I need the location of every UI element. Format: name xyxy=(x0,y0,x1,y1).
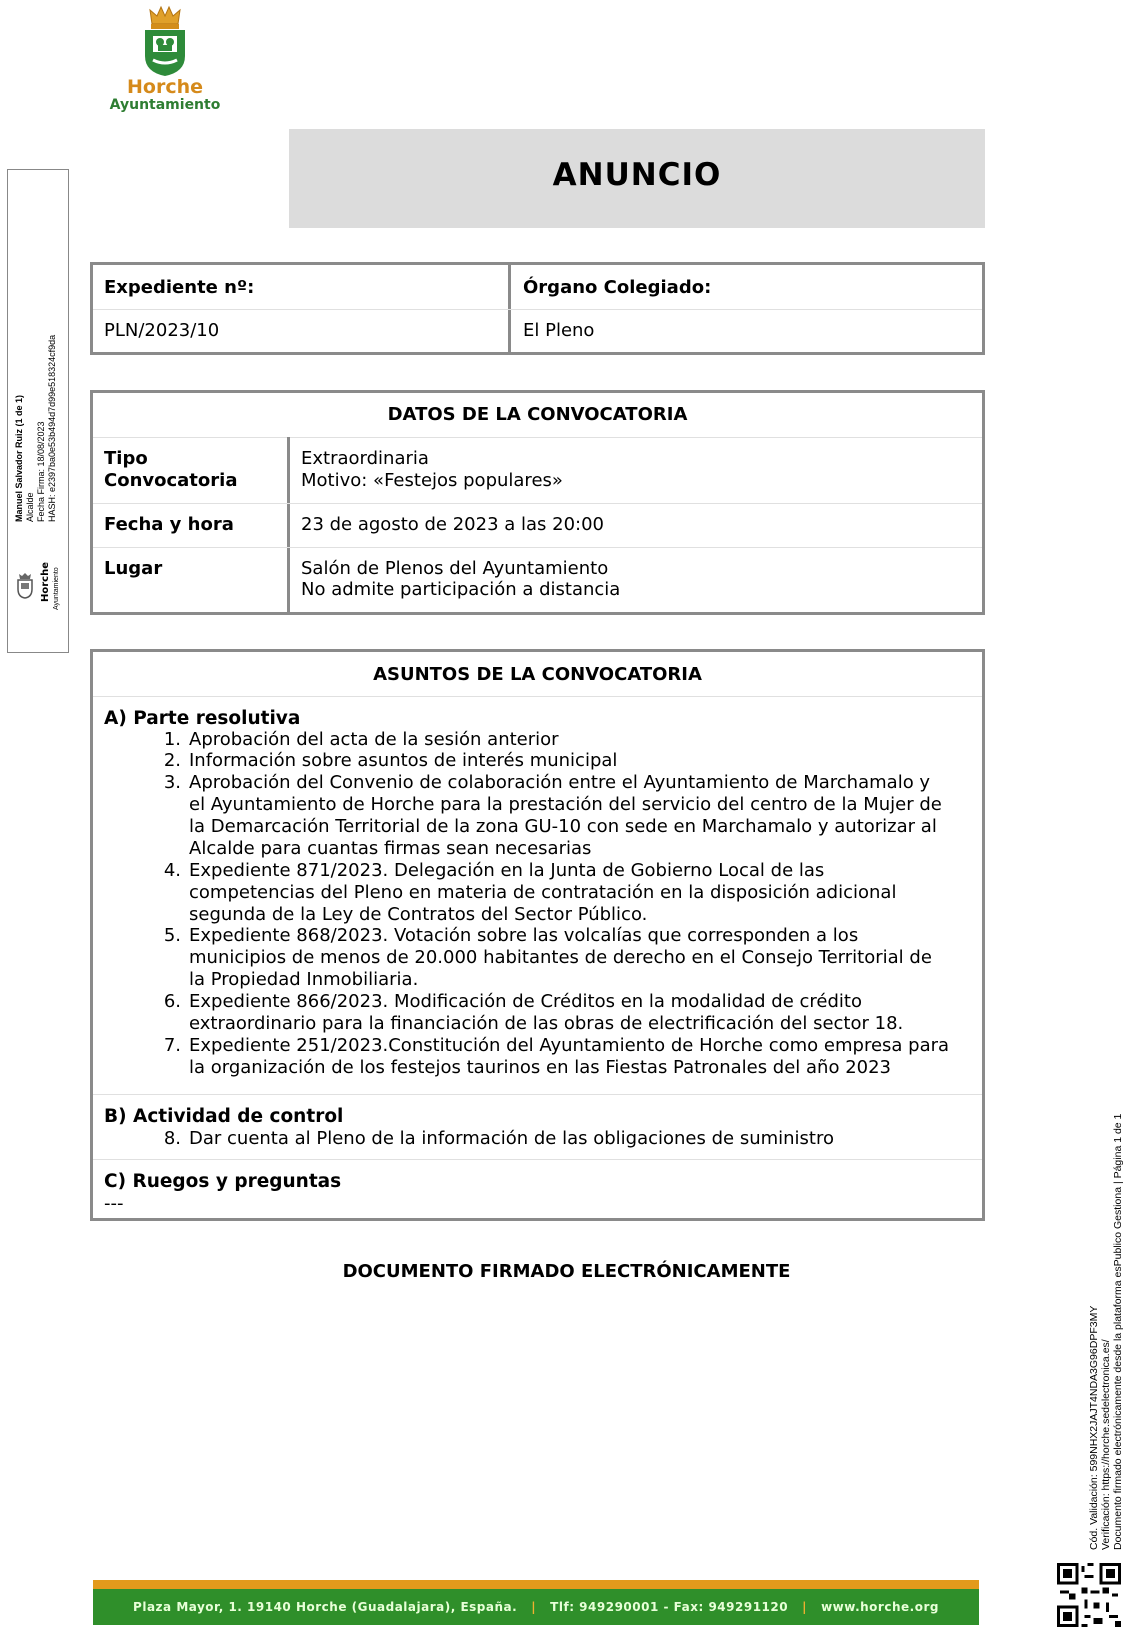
platform-note: Documento firmado electrónicamente desde la plataforma esPublico Gestiona | Página 1 de 1 xyxy=(1112,1113,1124,1550)
datos-header: DATOS DE LA CONVOCATORIA xyxy=(387,404,688,425)
item-number: 6. xyxy=(163,991,181,1012)
row-divider xyxy=(93,503,982,504)
item-text: competencias del Pleno en materia de contratación en la disposición adicional xyxy=(189,882,897,903)
footer-bar xyxy=(93,1589,979,1625)
item-number: 4. xyxy=(163,860,181,881)
item-text: la organización de los festejos taurinos en las Fiestas Patronales del año 2023 xyxy=(189,1057,892,1078)
footer-phone: Tlf: 949290001 - Fax: 949291120 xyxy=(550,1600,789,1614)
item-number: 2. xyxy=(163,750,181,771)
item-text: municipios de menos de 20.000 habitantes de derecho en el Consejo Territorial de xyxy=(189,947,932,968)
horche-logo xyxy=(105,4,225,114)
qr-code-icon xyxy=(1057,1563,1121,1627)
item-text: Expediente 871/2023. Delegación en la Junta de Gobierno Local de las xyxy=(189,860,825,881)
signature-date: Fecha Firma: 18/08/2023 xyxy=(36,421,46,522)
item-number: 5. xyxy=(163,925,181,946)
footer-separator: | xyxy=(531,1600,537,1614)
signature-hash: HASH: e2397ba0e53b494d7d99e518324cf9da xyxy=(47,334,57,522)
motivo-value: Motivo: «Festejos populares» xyxy=(301,470,563,491)
signed-note: DOCUMENTO FIRMADO ELECTRÓNICAMENTE xyxy=(342,1261,791,1282)
item-text: Información sobre asuntos de interés municipal xyxy=(189,750,618,771)
item-text: segunda de la Ley de Contratos del Sector Público. xyxy=(189,904,648,925)
organo-label: Órgano Colegiado: xyxy=(523,277,712,298)
item-number: 1. xyxy=(163,729,181,750)
fecha-label: Fecha y hora xyxy=(104,514,234,535)
tipo-value: Extraordinaria xyxy=(301,448,429,469)
signer-role: Alcalde xyxy=(25,492,35,522)
section-c-title: C) Ruegos y preguntas xyxy=(104,1171,342,1192)
participacion-value: No admite participación a distancia xyxy=(301,579,621,600)
expediente-value: PLN/2023/10 xyxy=(104,320,220,341)
item-text: Expediente 251/2023.Constitución del Ayuntamiento de Horche como empresa para xyxy=(189,1035,950,1056)
datos-table xyxy=(90,390,985,615)
footer-separator: | xyxy=(802,1600,808,1614)
seal-name: Horche xyxy=(40,562,51,602)
seal-icon xyxy=(14,573,36,599)
lugar-value: Salón de Plenos del Ayuntamiento xyxy=(301,558,609,579)
item-text: Dar cuenta al Pleno de la información de las obligaciones de suministro xyxy=(189,1128,835,1149)
tipo-label-line1: Tipo xyxy=(104,448,148,469)
section-a-title: A) Parte resolutiva xyxy=(104,708,301,729)
footer-address: Plaza Mayor, 1. 19140 Horche (Guadalajara), España. xyxy=(133,1600,518,1614)
row-divider xyxy=(93,696,982,697)
item-text: Aprobación del Convenio de colaboración entre el Ayuntamiento de Marchamalo y xyxy=(189,772,931,793)
row-divider xyxy=(93,547,982,548)
item-text: la Propiedad Inmobiliaria. xyxy=(189,969,419,990)
organo-value: El Pleno xyxy=(523,320,595,341)
row-divider xyxy=(93,1159,982,1160)
verification-url: Verificación: https://horche.sedelectronica.es/ xyxy=(1100,1339,1112,1550)
footer-web-link[interactable]: www.horche.org xyxy=(821,1600,939,1614)
item-number: 3. xyxy=(163,772,181,793)
row-divider xyxy=(93,309,982,310)
item-text: Aprobación del acta de la sesión anterior xyxy=(189,729,559,750)
item-text: el Ayuntamiento de Horche para la prestación del servicio del centro de la Mujer de xyxy=(189,794,942,815)
logo-name: Horche xyxy=(127,76,203,98)
row-divider xyxy=(93,1094,982,1095)
item-number: 8. xyxy=(163,1128,181,1149)
item-text: la Demarcación Territorial de la zona GU-10 con sede en Marchamalo y autorizar al xyxy=(189,816,937,837)
signer-name: Manuel Salvador Ruiz (1 de 1) xyxy=(14,394,24,522)
page-title: ANUNCIO xyxy=(552,157,722,193)
row-divider xyxy=(93,437,982,438)
item-text: Expediente 868/2023. Votación sobre las volcalías que corresponden a los xyxy=(189,925,859,946)
crown-shield-icon xyxy=(105,4,225,76)
lugar-label: Lugar xyxy=(104,558,163,579)
item-text: Alcalde para cuantas firmas sean necesarias xyxy=(189,838,592,859)
title-box xyxy=(289,129,985,228)
item-number: 7. xyxy=(163,1035,181,1056)
section-b-title: B) Actividad de control xyxy=(104,1106,344,1127)
expediente-table xyxy=(90,262,985,355)
seal-subtitle: Ayuntamiento xyxy=(53,567,60,610)
footer-text xyxy=(93,1589,979,1625)
expediente-label: Expediente nº: xyxy=(104,277,255,298)
validation-code: Cód. Validación: 599NHX2JAJT4NDA3G96DPF3MY xyxy=(1088,1305,1100,1550)
item-text: extraordinario para la financiación de las obras de electrificación del sector 18. xyxy=(189,1013,904,1034)
item-text: Expediente 866/2023. Modificación de Créditos en la modalidad de crédito xyxy=(189,991,862,1012)
logo-subtitle: Ayuntamiento xyxy=(109,97,221,113)
section-c-body: --- xyxy=(104,1193,124,1214)
fecha-value: 23 de agosto de 2023 a las 20:00 xyxy=(301,514,604,535)
column-divider xyxy=(287,437,290,612)
footer-accent-bar xyxy=(93,1580,979,1589)
asuntos-header: ASUNTOS DE LA CONVOCATORIA xyxy=(373,664,702,685)
tipo-label-line2: Convocatoria xyxy=(104,470,238,491)
signature-box xyxy=(7,169,69,653)
asuntos-table xyxy=(90,649,985,1221)
